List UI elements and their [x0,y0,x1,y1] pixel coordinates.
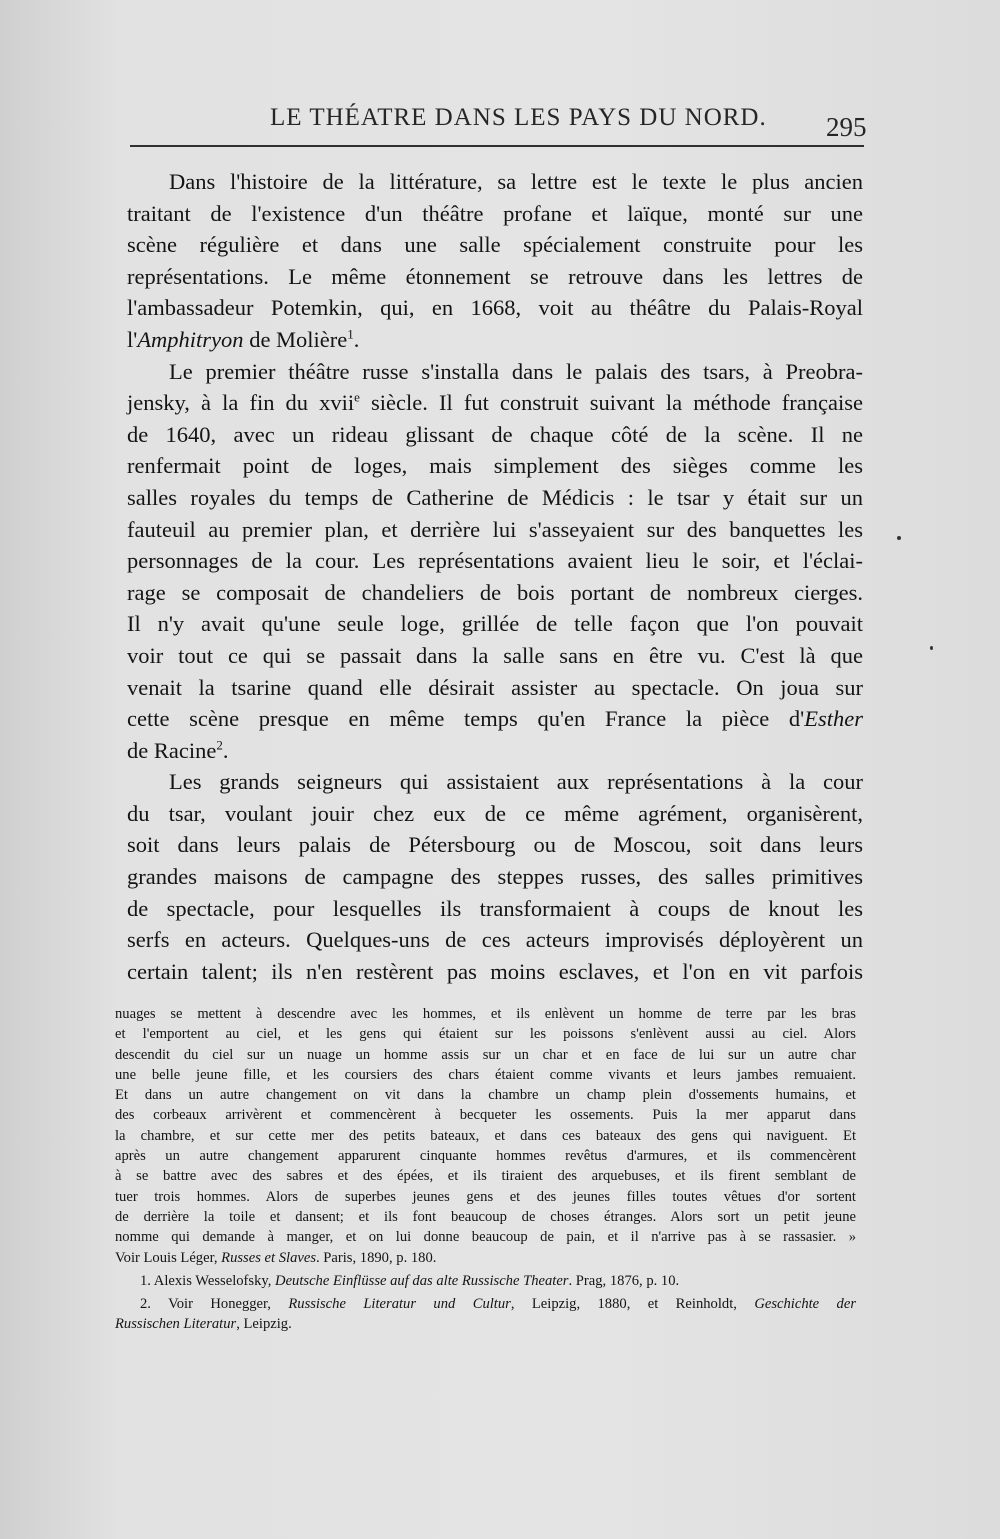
text-line: certain talent; ils n'en restèrent pas moins esclaves, et l'on en vit parfois [127,958,863,984]
footnote-line: la chambre, et sur cette mer des petits bateaux, et dans ces bateaux des gens qui naviguent. Et [115,1127,856,1144]
footnote-line: nomme qui demande à manger, et on lui donne beaucoup de pain, et il n'arrive pas à se rassasier. » [115,1229,856,1246]
text-fragment: jensky, à la fin du xvii [127,390,355,416]
text-line: traitant de l'existence d'un théâtre profane et laïque, monté sur une [127,200,863,226]
text-line: représentations. Le même étonnement se retrouve dans les lettres de [127,263,863,289]
text-line: soit dans leurs palais de Pétersbourg ou de Moscou, soit dans leurs [127,832,863,858]
text-fragment: 2. Voir Honegger, [140,1296,289,1313]
paper-speck [897,536,901,540]
page-number: 295 [826,112,867,142]
text-fragment: . [353,326,360,352]
text-fragment: de Racine [127,737,217,763]
work-title: Amphitryon [137,326,244,352]
footnote-line: descendit du ciel sur un nuage un homme assis sur un char et en face de lui sur un autre char [115,1046,856,1063]
text-line: voir tout ce qui se passait dans la salle sans en être vu. C'est là que [127,642,863,668]
work-title: Russische Literatur und Cultur [288,1296,511,1313]
footnote-ref: 2 [216,737,223,753]
text-line: scène régulière et dans une salle spécialement construite pour les [127,232,863,258]
footnotes [115,1004,856,1335]
superscript: e [354,389,360,405]
footnote-ref: 1 [347,326,354,342]
text-line: de spectacle, pour lesquelles ils transformaient à coups de knout les [127,895,863,921]
main-text [127,166,863,987]
text-line: venait la tsarine quand elle désirait assister au spectacle. On joua sur [127,674,863,700]
text-fragment: . [222,737,229,763]
text-line [127,703,863,735]
text-fragment: , Leipzig, 1880, et Reinholdt, [510,1296,755,1313]
text-fragment: Voir Louis Léger, [115,1249,222,1266]
text-line: rage se composait de chandeliers de bois portant de nombreux cierges. [127,579,863,605]
footnote-line [115,1248,856,1268]
text-fragment: cette scène presque en même temps qu'en France la pièce d' [127,706,805,732]
text-fragment: 1. Alexis Wesselofsky, [140,1272,276,1289]
text-line: grandes maisons de campagne des steppes russes, des salles primitives [127,864,863,890]
text-fragment: siècle. Il fut construit suivant la méthode française [359,390,863,416]
work-title: Esther [804,706,863,732]
text-line: Le premier théâtre russe s'installa dans le palais des tsars, à Preobra- [169,358,863,384]
text-line: salles royales du temps de Catherine de Médicis : le tsar y était sur un [127,484,863,510]
text-line: du tsar, voulant jouir chez eux de ce même agrément, organisèrent, [127,800,863,826]
footnote-line: et l'emportent au ciel, et les gens qui étaient sur les poissons s'enlèvent aussi au ciel. Alors [115,1026,856,1043]
work-title: Russes et Slaves [221,1249,316,1266]
footnote-line: à se battre avec des sabres et des épées, et ils tiraient des arquebuses, et ils firent semblant de [115,1168,856,1185]
text-line: Il n'y avait qu'une seule loge, grillée de telle façon que l'on pouvait [127,611,863,637]
text-line [127,324,863,356]
footnote-line: une belle jeune fille, et les coursiers des chars étaient comme vivants et leurs jambes remuaient. [115,1066,856,1083]
text-line: fauteuil au premier plan, et derrière lui s'asseyaient sur des banquettes les [127,516,863,542]
work-title: Deutsche Einflüsse auf das alte Russische Theater [275,1272,569,1289]
text-line [127,735,863,767]
text-line: Dans l'histoire de la littérature, sa lettre est le texte le plus ancien [169,169,863,194]
footnote-line: Et dans un autre changement on vit dans la chambre un champ plein d'ossements humains, et [115,1087,856,1104]
footnote-line: tuer trois hommes. Alors de superbes jeunes gens et des jeunes filles toutes vêtues d'or sortent [115,1188,856,1205]
text-line [127,387,863,419]
text-fragment: . Prag, 1876, p. 10. [568,1272,680,1289]
header-rule [130,145,864,147]
footnote-2 [115,1294,856,1314]
footnote-line: après un autre changement apparurent cinquante hommes revêtus d'armures, et ils commencèrent [115,1148,856,1165]
work-title: Russischen Literatur [115,1316,237,1333]
text-line: Les grands seigneurs qui assistaient aux représentations à la cour [169,769,863,795]
text-fragment: . Paris, 1890, p. 180. [316,1249,437,1266]
paper-speck [930,646,933,650]
text-line: personnages de la cour. Les représentations avaient lieu le soir, et l'éclai- [127,548,863,574]
footnote-line: des corbeaux arrivèrent et commencèrent à becqueter les ossements. Puis la mer apparut dans [115,1107,856,1124]
text-line: serfs en acteurs. Quelques-uns de ces acteurs improvisés déployèrent un [127,927,863,953]
text-line: l'ambassadeur Potemkin, qui, en 1668, voit au théâtre du Palais-Royal [127,295,863,321]
footnote-line: nuages se mettent à descendre avec les hommes, et ils enlèvent un homme de terre par les bras [115,1006,856,1022]
text-fragment: l' [127,326,138,352]
running-title: LE THÉATRE DANS LES PAYS DU NORD. [270,104,767,131]
text-fragment: , Leipzig. [236,1316,292,1333]
footnote-1 [115,1271,856,1291]
text-fragment: de Molière [243,326,348,352]
footnote-line: de derrière la toile et dansent; et ils font beaucoup de choses étranges. Alors sort un petit jeune [115,1208,856,1225]
work-title: Geschichte der [754,1296,856,1313]
footnote-line [115,1314,856,1334]
text-line: de 1640, avec un rideau glissant de chaque côté de la scène. Il ne [127,421,863,447]
text-line: renfermait point de loges, mais simplement des sièges comme les [127,453,863,479]
